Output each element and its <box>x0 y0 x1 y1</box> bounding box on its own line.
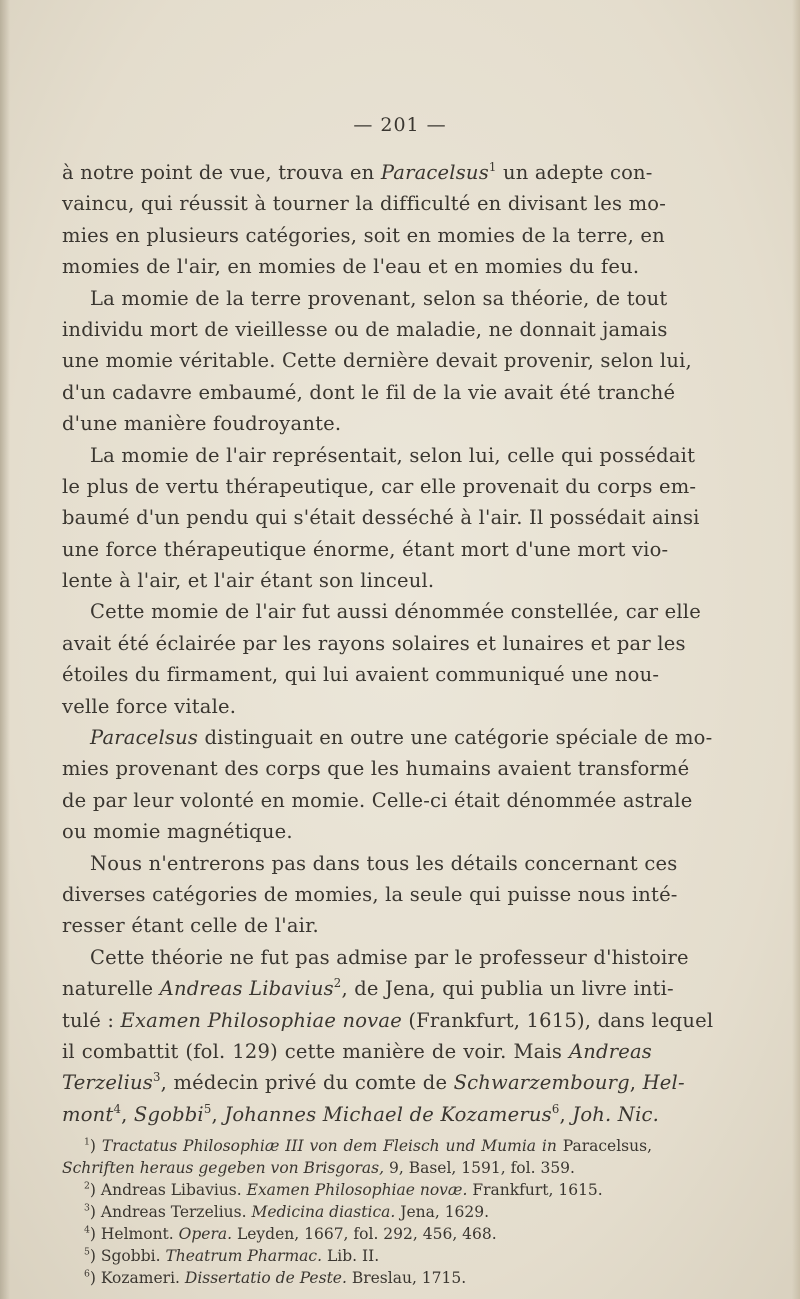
text-run: , <box>629 1071 643 1095</box>
italic-text: Schwarzembourg <box>453 1071 630 1095</box>
footnote-ref: 4 <box>84 1224 90 1236</box>
text-run: ou momie magnétique. <box>62 820 293 844</box>
italic-text: Paracelsus <box>380 161 489 184</box>
text-run: vaincu, qui réussit à tourner la difficulté en divisant les mo- <box>62 192 667 216</box>
text-run: de par leur volonté en momie. Celle-ci était dénommée astrale <box>62 788 693 812</box>
text-run: étoiles du firmament, qui lui avaient communiqué une nou- <box>62 663 660 687</box>
text-run: lente à l'air, et l'air étant son linceul. <box>62 569 435 593</box>
text-run: ) Helmont. <box>89 1225 179 1244</box>
text-run: velle force vitale. <box>62 694 237 718</box>
italic-text: mont <box>62 1102 114 1126</box>
italic-text: Johannes Michael de Kozamerus <box>224 1102 552 1126</box>
italic-text: Andreas Libavius <box>159 977 334 1001</box>
text-run: d'un cadavre embaumé, dont le fil de la vie avait été tranché <box>62 380 676 404</box>
text-run: ) Andreas Terzelius. <box>89 1203 252 1222</box>
footnote-ref: 1 <box>84 1136 90 1148</box>
footnote-line <box>62 1201 652 1223</box>
text-line <box>62 1005 714 1036</box>
text-run: Cette théorie ne fut pas admise par le professeur d'histoire <box>90 945 689 969</box>
text-run: , <box>559 1102 573 1126</box>
footnote-ref: 3 <box>153 1070 161 1085</box>
text-run: le plus de vertu thérapeutique, car elle provenait du corps em- <box>62 474 697 498</box>
text-run: ) Andreas Libavius. <box>89 1181 247 1200</box>
text-run: baumé d'un pendu qui s'était desséché à l'air. Il possédait ainsi <box>62 506 700 530</box>
body-paragraphs <box>62 157 714 1130</box>
text-run: mies en plusieurs catégories, soit en momies de la terre, en <box>62 223 665 247</box>
text-line <box>62 973 674 1004</box>
text-run: Lib. II. <box>322 1247 380 1266</box>
text-line <box>62 314 668 345</box>
text-line <box>62 753 690 784</box>
text-run: naturelle <box>62 977 160 1001</box>
page-number: — 201 — <box>353 114 447 136</box>
page-edge-right <box>792 0 800 1299</box>
text-run: Paracelsus, <box>556 1137 652 1156</box>
text-run: mies provenant des corps que les humains avaient transformé <box>62 757 690 781</box>
footnote-line <box>62 1157 652 1179</box>
italic-text: Paracelsus <box>90 726 199 750</box>
footnote-line <box>62 1135 652 1157</box>
italic-text: Tractatus Philosophiæ III von dem Fleisch und Mumia in <box>101 1137 557 1156</box>
text-run: La momie de la terre provenant, selon sa théorie, de tout <box>90 286 668 310</box>
text-run: il combattit (fol. 129) cette manière de voir. Mais <box>62 1039 569 1063</box>
footnote-line <box>62 1223 652 1245</box>
text-line <box>62 471 697 502</box>
text-run: distinguait en outre une catégorie spéciale de mo- <box>198 726 713 750</box>
italic-text: Sgobbi <box>133 1102 204 1126</box>
footnote-ref: 1 <box>488 159 497 174</box>
footnote-ref: 3 <box>84 1202 90 1214</box>
footnote-ref: 2 <box>84 1180 90 1192</box>
italic-text: Opera. <box>178 1225 233 1244</box>
italic-text: Hel- <box>642 1071 685 1095</box>
italic-text: Medicina diastica. <box>251 1203 396 1222</box>
text-run: à notre point de vue, trouva en <box>62 161 381 184</box>
footnotes <box>62 1135 652 1289</box>
page-edge-left <box>0 0 10 1299</box>
text-run: ) Kozameri. <box>89 1269 185 1288</box>
text-line <box>62 596 701 627</box>
text-run: momies de l'air, en momies de l'eau et en momies du feu. <box>62 255 640 279</box>
text-run: Leyden, 1667, fol. 292, 456, 468. <box>232 1225 497 1244</box>
text-run: ) Sgobbi. <box>89 1247 166 1266</box>
italic-text: Dissertatio de Peste. <box>184 1269 347 1288</box>
footnote-ref: 4 <box>113 1101 122 1116</box>
text-line <box>62 816 652 847</box>
text-line <box>62 879 678 910</box>
text-line <box>62 251 652 282</box>
text-run: , de Jena, qui publia un livre inti- <box>341 977 674 1001</box>
italic-text: Andreas <box>568 1039 652 1063</box>
italic-text: Schriften heraus gegeben von Brisgoras, <box>62 1159 385 1178</box>
footnote-ref: 2 <box>333 975 342 990</box>
text-run: La momie de l'air représentait, selon lui, celle qui possédait <box>90 443 696 467</box>
text-run: , médecin privé du comte de <box>160 1071 454 1095</box>
text-line <box>62 220 665 251</box>
italic-text: Examen Philosophiae novae <box>120 1008 402 1032</box>
text-line <box>62 691 652 722</box>
text-line <box>62 628 686 659</box>
text-run: un adepte con- <box>496 161 653 184</box>
text-run: avait été éclairée par les rayons solaires et lunaires et par les <box>62 631 686 655</box>
text-line <box>62 283 668 314</box>
text-line <box>62 377 676 408</box>
text-line <box>62 157 652 188</box>
footnote-ref: 5 <box>84 1246 90 1258</box>
text-run: Breslau, 1715. <box>346 1269 467 1288</box>
text-line <box>62 565 652 596</box>
text-line <box>62 659 660 690</box>
text-run: diverses catégories de momies, la seule qui puisse nous inté- <box>62 882 678 906</box>
text-run: une momie véritable. Cette dernière devait provenir, selon lui, <box>62 349 692 373</box>
text-run: individu mort de vieillesse ou de maladie, ne donnait jamais <box>62 317 668 341</box>
text-line <box>62 942 689 973</box>
text-run: , <box>121 1102 134 1126</box>
text-line <box>62 408 652 439</box>
text-line <box>62 910 652 941</box>
italic-text: Theatrum Pharmac. <box>165 1247 323 1266</box>
text-run: Frankfurt, 1615. <box>467 1181 603 1200</box>
text-line <box>62 345 692 376</box>
italic-text: Joh. Nic. <box>572 1102 660 1126</box>
text-run: d'une manière foudroyante. <box>62 412 342 436</box>
text-run: 9, Basel, 1591, fol. 359. <box>384 1159 575 1178</box>
text-line <box>62 722 713 753</box>
text-line <box>62 1036 652 1067</box>
footnote-line <box>62 1267 652 1289</box>
text-line <box>62 440 696 471</box>
text-run: (Frankfurt, 1615), dans lequel <box>401 1008 714 1032</box>
text-line <box>62 534 669 565</box>
text-run: tulé : <box>62 1008 121 1032</box>
text-run: Nous n'entrerons pas dans tous les détails concernant ces <box>90 851 678 875</box>
footnote-line <box>62 1179 652 1201</box>
text-run: Jena, 1629. <box>395 1203 490 1222</box>
footnote-ref: 5 <box>203 1101 212 1116</box>
text-line <box>62 1099 660 1130</box>
footnote-line <box>62 1245 652 1267</box>
text-line <box>62 848 678 879</box>
footnote-ref: 6 <box>551 1101 560 1116</box>
text-run: resser étant celle de l'air. <box>62 914 319 938</box>
text-line <box>62 1067 685 1098</box>
text-run: , <box>211 1102 225 1126</box>
text-line <box>62 785 693 816</box>
text-line <box>62 502 700 533</box>
text-run: Cette momie de l'air fut aussi dénommée constellée, car elle <box>90 600 701 624</box>
italic-text: Examen Philosophiae novæ. <box>246 1181 468 1200</box>
text-run: une force thérapeutique énorme, étant mort d'une mort vio- <box>62 537 669 561</box>
text-line <box>62 188 667 219</box>
italic-text: Terzelius <box>62 1071 154 1095</box>
text-run: ) <box>89 1137 102 1156</box>
body-text <box>62 157 714 1289</box>
footnote-ref: 6 <box>84 1268 90 1280</box>
